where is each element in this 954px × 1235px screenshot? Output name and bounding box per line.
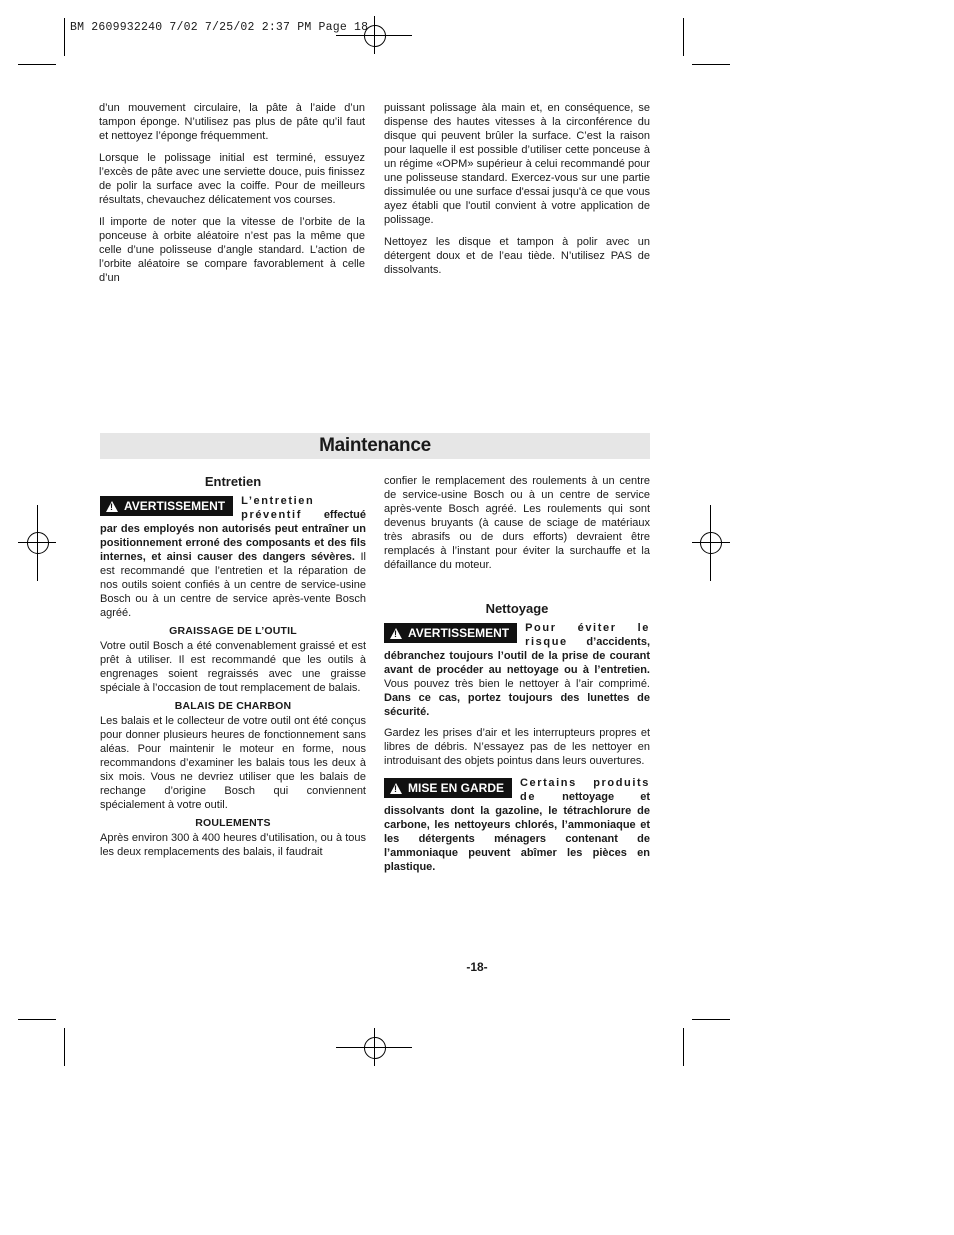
registration-circle: [27, 532, 49, 554]
top-left-column: [99, 101, 365, 293]
caution-label: MISE EN GARDE: [408, 781, 505, 795]
maintenance-right-column: [384, 474, 650, 874]
crop-mark: [683, 1028, 684, 1066]
top-right-column: [384, 101, 650, 285]
registration-circle: [700, 532, 722, 554]
warning-triangle-icon: [390, 628, 402, 639]
warning-text: effectué par des employés non autorisés peut entraîner un positionnement erroné des composants et des fils internes, et ainsi causer des dangers sévères.: [100, 509, 366, 563]
page-number: -18-: [466, 960, 488, 974]
balais-heading: BALAIS DE CHARBON: [174, 700, 292, 712]
warning-block: [100, 494, 366, 620]
warning-block: [384, 621, 650, 719]
warning-label: AVERTISSEMENT: [408, 626, 510, 640]
warning-label: AVERTISSEMENT: [124, 499, 226, 513]
warning-triangle-icon: [106, 501, 118, 512]
paragraph: Lorsque le polissage initial est terminé, essuyez l’excès de pâte avec une serviette douce, puis finissez de polir la surface avec la coiffe. Pour de meilleurs résultats, chevauchez délicatement vos courses.: [99, 152, 365, 206]
paragraph: Il importe de noter que la vitesse de l’orbite de la ponceuse à orbite aléatoire n’est pas la même que celle d’une polisseuse d’angle standard. L’action de l’orbite aléatoire se compare favorablement à celle d’un: [99, 216, 365, 284]
graissage-text: Votre outil Bosch a été convenablement graissé et est prêt à utiliser. Il est recommandé que les outils à engrenages soient regraissés avec une graisse spéciale à l’occasion de tout remplacement de balais.: [100, 640, 366, 694]
warning-lead: L’entretien préventif: [241, 495, 315, 521]
caution-lead: Certains produits de: [520, 777, 650, 803]
print-slug: BM 2609932240 7/02 7/25/02 2:37 PM Page 18: [70, 21, 369, 34]
warning-lead: Pour éviter le risque: [525, 622, 650, 648]
crop-mark: [18, 64, 56, 65]
crop-mark: [64, 1028, 65, 1066]
warning-mid: Vous pouvez très bien le nettoyer à l’air comprimé.: [384, 678, 650, 690]
section-banner: [100, 433, 650, 459]
warning-badge: [100, 496, 233, 516]
entretien-heading: Entretien: [204, 474, 262, 489]
maintenance-left-column: [100, 475, 366, 867]
nettoyage-heading: Nettoyage: [485, 601, 549, 616]
caution-badge: [384, 778, 512, 798]
section-title: Maintenance: [319, 435, 431, 456]
caution-text: nettoyage et dissolvants dont la gazoline, le tétrachlorure de carbone, les nettoyeurs chlorés, l’ammoniaque et les détergents ménagers contenant de l’ammoniaque peuvent abîmer les pièces en plastique.: [384, 791, 651, 873]
graissage-heading: GRAISSAGE DE L’OUTIL: [169, 625, 297, 637]
balais-text: Les balais et le collecteur de votre outil ont été conçus pour donner plusieurs heures de fonctionnement sans aléas. Pour maintenir le moteur en forme, nous recommandons d’examiner les balais tous les deux à six mois. Vous ne devriez utiliser que les balais de rechange d’origine Bosch qui conviennent spécialement à votre outil.: [100, 715, 366, 811]
registration-circle: [364, 25, 386, 47]
nettoyage-text: Gardez les prises d’air et les interrupteurs propres et libres de débris. N’essayez pas de les nettoyer en introduisant des objets pointus dans leurs ouvertures.: [384, 727, 650, 767]
caution-block: [384, 776, 650, 874]
warning-triangle-icon: [390, 783, 402, 794]
crop-mark: [18, 1019, 56, 1020]
roulements-continued: confier le remplacement des roulements à un centre de service-usine Bosch ou à un centre de service après-vente Bosch agréé. Les roulements qui sont devenus bruyants (à cause de sciage de matériaux très abrasifs ou de durs efforts) devraient être remplacés à l’instant pour éviter la surchauffe et la défaillance du moteur.: [384, 475, 650, 571]
paragraph: puissant polissage àla main et, en conséquence, se dispense des hautes vitesses à la circonférence du disque qui peuvent brûler la surface. C’est la raison pour laquelle il est possible d’utiliser cette ponceuse à un régime «OPM» supérieur à celui recommandé pour une polisseuse standard. Exercez-vous sur une partie dissimulée ou une surface d'essai jusqu'à ce que vous ayez établi que l'outil convient à votre application de polissage.: [384, 102, 650, 226]
crop-mark: [692, 1019, 730, 1020]
crop-mark: [683, 18, 684, 56]
warning-text: d’accidents, débranchez toujours l’outil de la prise de courant avant de procéder au nettoyage ou à l’entretien.: [384, 636, 650, 676]
warning-badge: [384, 623, 517, 643]
registration-circle: [364, 1037, 386, 1059]
paragraph: d’un mouvement circulaire, la pâte à l’aide d’un tampon éponge. N’utilisez pas plus de pâte qu’il faut et nettoyez l’éponge fréquemment.: [99, 102, 365, 142]
paragraph: Nettoyez les disque et tampon à polir avec un détergent doux et de l’eau tiède. N’utilisez PAS de dissolvants.: [384, 236, 650, 276]
crop-mark: [692, 64, 730, 65]
roulements-heading: ROULEMENTS: [195, 817, 271, 829]
warning-tail: Il est recommandé que l’entretien et la réparation de nos outils soient confiés à un centre de service-usine Bosch ou à un centre de service après-vente Bosch agréé.: [100, 551, 366, 619]
warning-text-2: Dans ce cas, portez toujours des lunettes de sécurité.: [384, 692, 650, 718]
crop-mark: [64, 18, 65, 56]
roulements-text: Après environ 300 à 400 heures d’utilisation, ou à tous les deux remplacements des balais, il faudrait: [100, 832, 366, 858]
